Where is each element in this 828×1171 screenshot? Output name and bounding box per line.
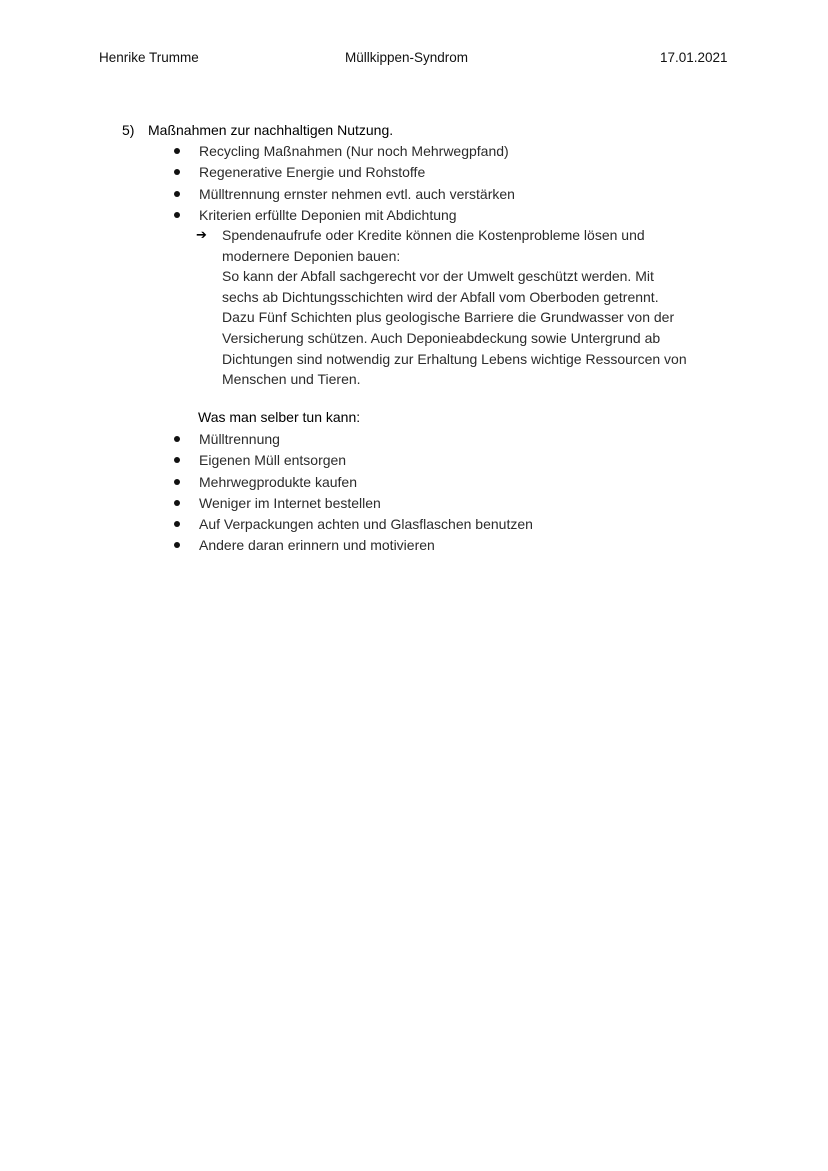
- list-item: [170, 141, 750, 162]
- list-item-text: Mülltrennung: [199, 431, 280, 447]
- right-arrow-icon: ➔: [196, 227, 207, 242]
- list-item-text: Andere daran erinnern und motivieren: [199, 537, 435, 554]
- measures-list: [170, 141, 750, 226]
- bullet-dot-icon: [174, 457, 180, 463]
- page-header: [0, 50, 828, 70]
- list-item: [170, 535, 750, 556]
- section-title: Maßnahmen zur nachhaltigen Nutzung.: [148, 122, 394, 138]
- header-date: 17.01.2021: [660, 50, 728, 65]
- self-actions-heading: Was man selber tun kann:: [198, 409, 361, 425]
- list-item: [170, 184, 750, 205]
- list-item: [170, 514, 750, 535]
- list-item: [170, 450, 750, 471]
- bullet-dot-icon: [174, 191, 180, 197]
- header-title: Müllkippen-Syndrom: [345, 50, 469, 65]
- list-item-text: Regenerative Energie und Rohstoffe: [199, 164, 426, 181]
- list-item: [170, 429, 750, 450]
- bullet-dot-icon: [174, 169, 180, 175]
- arrow-paragraph-text: Spendenaufrufe oder Kredite können die Kostenprobleme lösen und modernere Deponien bauen: So kann der Abfall sachgerecht vor der Umwelt geschützt werden. Mit sechs ab Dichtungsschichten wird der Abfall vom Oberboden getrennt. Dazu Fünf Schichten plus geologische Barriere die Grundwasser von der Versicherung schützen. Auch Deponieabdeckung sowie Untergrund ab Dichtungen sind notwendig zur Erhaltung Lebens wichtige Ressourcen von Menschen und Tieren.: [222, 227, 687, 388]
- bullet-dot-icon: [174, 436, 180, 442]
- list-item-text: Kriterien erfüllte Deponien mit Abdichtung: [199, 206, 457, 223]
- bullet-dot-icon: [174, 212, 180, 218]
- list-item-text: Mülltrennung ernster nehmen evtl. auch verstärken: [199, 185, 515, 202]
- list-item: [170, 493, 750, 514]
- section-heading: [122, 122, 393, 138]
- arrow-paragraph: [196, 225, 736, 390]
- list-item-text: Eigenen Müll entsorgen: [199, 452, 347, 469]
- list-item-text: Mehrwegprodukte kaufen: [199, 473, 357, 490]
- bullet-dot-icon: [174, 521, 180, 527]
- list-item-text: Auf Verpackungen achten und Glasflaschen benutzen: [199, 516, 533, 533]
- bullet-dot-icon: [174, 148, 180, 154]
- bullet-dot-icon: [174, 479, 180, 485]
- list-item: [170, 205, 750, 226]
- header-author: Henrike Trumme: [99, 50, 199, 65]
- self-actions-list: [170, 429, 750, 557]
- bullet-dot-icon: [174, 500, 180, 506]
- section-number: 5): [122, 122, 135, 138]
- list-item: [170, 162, 750, 183]
- list-item-text: Recycling Maßnahmen (Nur noch Mehrwegpfand): [199, 143, 509, 159]
- list-item: [170, 472, 750, 493]
- bullet-dot-icon: [174, 542, 180, 548]
- list-item-text: Weniger im Internet bestellen: [199, 494, 381, 511]
